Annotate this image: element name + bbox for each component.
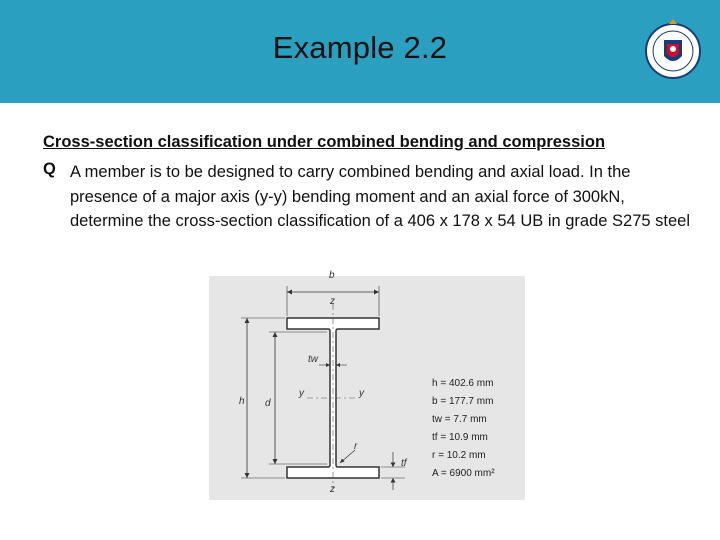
label-tf: tf xyxy=(401,458,407,469)
property-h: h = 402.6 mm xyxy=(432,378,494,389)
section-properties xyxy=(432,375,495,483)
label-y-right: y xyxy=(359,388,364,399)
label-h: h xyxy=(239,396,245,407)
property-a: A = 6900 mm² xyxy=(432,468,495,479)
question-label: Q xyxy=(43,160,56,178)
label-d: d xyxy=(265,398,271,409)
question-text: A member is to be designed to carry combined bending and axial load. In the presence of a major axis (y-y) bending moment and an axial force of 300kN, determine the cross-section classification of a 406 x 178 x 54 UB in grade S275 steel xyxy=(70,163,691,230)
label-z-bottom: z xyxy=(330,484,335,495)
label-b: b xyxy=(329,270,335,281)
property-tf: tf = 10.9 mm xyxy=(432,432,488,443)
label-tw: tw xyxy=(308,354,318,365)
property-tw: tw = 7.7 mm xyxy=(432,414,487,425)
property-b: b = 177.7 mm xyxy=(432,396,494,407)
section-heading: Cross-section classification under combined bending and compression xyxy=(43,133,606,151)
label-r: r xyxy=(354,441,358,452)
label-z-top: z xyxy=(330,296,335,307)
university-logo-icon xyxy=(640,16,706,82)
slide-title: Example 2.2 xyxy=(272,30,448,65)
label-y-left: y xyxy=(299,388,304,399)
property-r: r = 10.2 mm xyxy=(432,450,486,461)
